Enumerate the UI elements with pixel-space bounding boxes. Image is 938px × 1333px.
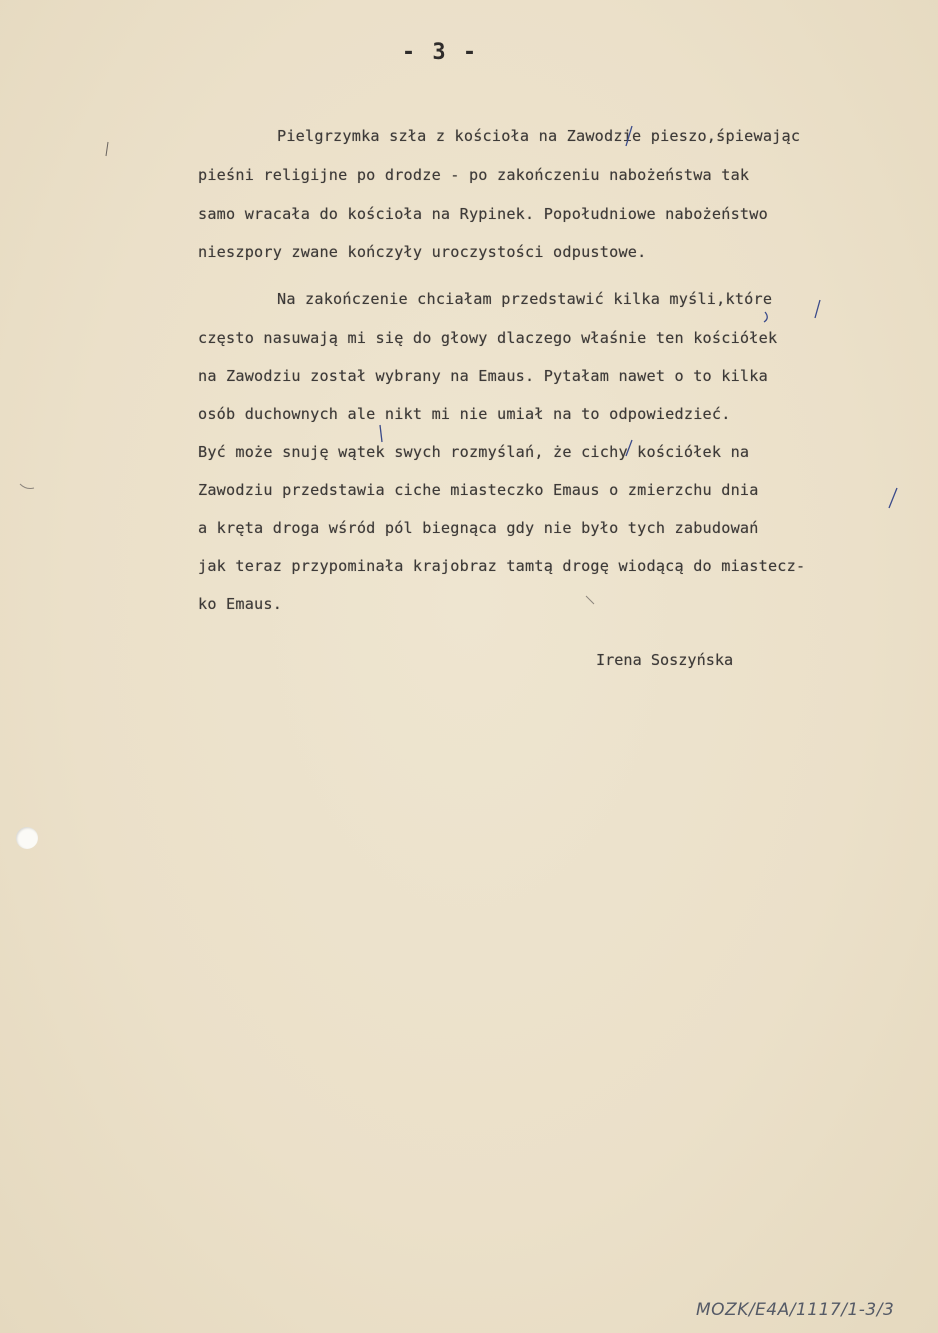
pen-mark: [889, 488, 897, 508]
text-line: jak teraz przypominała krajobraz tamtą drogę wiodącą do miastecz-: [198, 557, 806, 575]
text-line: a kręta droga wśród pól biegnąca gdy nie było tych zabudowań: [198, 519, 759, 537]
text-line: nieszpory zwane kończyły uroczystości odpustowe.: [198, 243, 647, 261]
archive-reference: MOZK/E4A/1117/1-3/3: [696, 1300, 895, 1320]
pen-mark: [626, 126, 632, 146]
text-line: ko Emaus.: [198, 595, 283, 613]
pen-mark: [815, 300, 820, 318]
text-line: pieśni religijne po drodze - po zakończeniu nabożeństwa tak: [198, 166, 750, 184]
text-line: Na zakończenie chciałam przedstawić kilka myśli,które: [277, 290, 773, 308]
text-line: często nasuwają mi się do głowy dlaczego właśnie ten kościółek: [198, 329, 778, 347]
pen-mark: [764, 312, 767, 322]
text-line: samo wracała do kościoła na Rypinek. Popołudniowe nabożeństwo: [198, 205, 768, 223]
text-line: osób duchownych ale nikt mi nie umiał na to odpowiedzieć.: [198, 405, 731, 423]
text-line: Pielgrzymka szła z kościoła na Zawodzie pieszo,śpiewając: [277, 127, 801, 145]
pen-mark: [626, 440, 632, 456]
text-line: Być może snuję wątek swych rozmyślań, że cichy kościółek na: [198, 443, 750, 461]
text-line: Zawodziu przedstawia ciche miasteczko Emaus o zmierzchu dnia: [198, 481, 759, 499]
text-line: na Zawodziu został wybrany na Emaus. Pytałam nawet o to kilka: [198, 367, 768, 385]
pencil-mark: [586, 596, 594, 604]
pencil-mark: [20, 484, 34, 489]
author-signature: Irena Soszyńska: [596, 651, 734, 669]
pencil-mark: [106, 142, 108, 156]
pen-mark: [380, 425, 382, 442]
page-number: - 3 -: [401, 40, 479, 65]
